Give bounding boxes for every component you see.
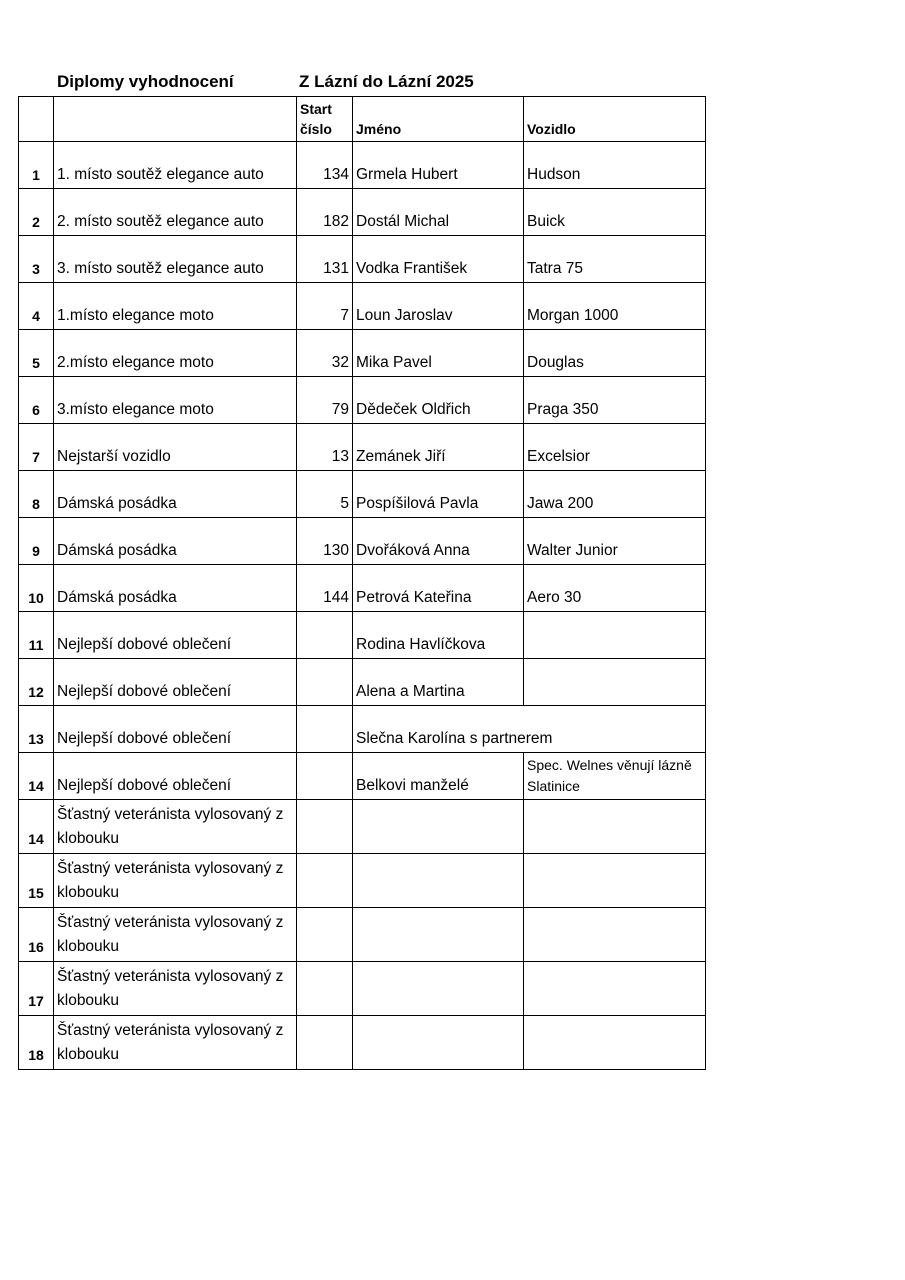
row-number: 12 <box>19 659 54 706</box>
row-name: Mika Pavel <box>353 330 524 377</box>
event-title: Z Lázní do Lázní 2025 <box>299 72 474 91</box>
table-row <box>19 142 706 189</box>
header-row <box>19 97 706 142</box>
row-vehicle <box>524 753 706 800</box>
row-category: Nejlepší dobové oblečení <box>54 612 297 659</box>
row-category: 2.místo elegance moto <box>54 330 297 377</box>
row-start-number <box>297 854 353 908</box>
row-category: Šťastný veteránista vylosovaný z klobouku <box>54 908 297 962</box>
row-start-number: 130 <box>297 518 353 565</box>
header-name: Jméno <box>353 97 524 142</box>
row-number: 10 <box>19 565 54 612</box>
row-name <box>353 800 524 854</box>
row-category: Nejstarší vozidlo <box>54 424 297 471</box>
row-name: Dvořáková Anna <box>353 518 524 565</box>
row-vehicle <box>524 612 706 659</box>
header-category <box>54 97 297 142</box>
row-start-number <box>297 753 353 800</box>
row-start-number: 131 <box>297 236 353 283</box>
row-number: 13 <box>19 706 54 753</box>
row-category: Dámská posádka <box>54 518 297 565</box>
row-vehicle: Douglas <box>524 330 706 377</box>
row-category: Nejlepší dobové oblečení <box>54 753 297 800</box>
row-name: Belkovi manželé <box>353 753 524 800</box>
row-number: 7 <box>19 424 54 471</box>
table-row <box>19 283 706 330</box>
row-vehicle: Aero 30 <box>524 565 706 612</box>
table-row <box>19 189 706 236</box>
row-start-number: 144 <box>297 565 353 612</box>
row-vehicle: Jawa 200 <box>524 471 706 518</box>
header-vehicle: Vozidlo <box>524 97 706 142</box>
row-category: 3.místo elegance moto <box>54 377 297 424</box>
table-row <box>19 1016 706 1070</box>
row-start-number <box>297 612 353 659</box>
row-category: Šťastný veteránista vylosovaný z klobouku <box>54 854 297 908</box>
row-vehicle: Hudson <box>524 142 706 189</box>
row-name: Dědeček Oldřich <box>353 377 524 424</box>
row-category: Šťastný veteránista vylosovaný z klobouku <box>54 1016 297 1070</box>
row-name: Rodina Havlíčkova <box>353 612 524 659</box>
row-category: Nejlepší dobové oblečení <box>54 659 297 706</box>
row-name: Petrová Kateřina <box>353 565 524 612</box>
diploma-table <box>18 96 706 1070</box>
row-name: Loun Jaroslav <box>353 283 524 330</box>
row-name <box>353 962 524 1016</box>
row-number: 14 <box>19 800 54 854</box>
table-row <box>19 330 706 377</box>
row-start-number: 134 <box>297 142 353 189</box>
row-vehicle: Excelsior <box>524 424 706 471</box>
row-category: 1. místo soutěž elegance auto <box>54 142 297 189</box>
table-row <box>19 962 706 1016</box>
row-number: 6 <box>19 377 54 424</box>
row-vehicle: Morgan 1000 <box>524 283 706 330</box>
row-name: Zemánek Jiří <box>353 424 524 471</box>
row-start-number: 32 <box>297 330 353 377</box>
row-name: Slečna Karolína s partnerem <box>353 706 706 753</box>
row-category: Nejlepší dobové oblečení <box>54 706 297 753</box>
row-name: Grmela Hubert <box>353 142 524 189</box>
row-start-number: 7 <box>297 283 353 330</box>
row-number: 8 <box>19 471 54 518</box>
table-row <box>19 659 706 706</box>
row-name: Vodka František <box>353 236 524 283</box>
row-name: Pospíšilová Pavla <box>353 471 524 518</box>
row-vehicle <box>524 908 706 962</box>
row-category: 2. místo soutěž elegance auto <box>54 189 297 236</box>
table-row <box>19 908 706 962</box>
row-start-number <box>297 706 353 753</box>
row-number: 9 <box>19 518 54 565</box>
row-number: 4 <box>19 283 54 330</box>
row-vehicle <box>524 1016 706 1070</box>
row-category: Šťastný veteránista vylosovaný z klobouku <box>54 800 297 854</box>
row-start-number <box>297 659 353 706</box>
row-start-number <box>297 1016 353 1070</box>
row-vehicle <box>524 800 706 854</box>
row-name <box>353 908 524 962</box>
row-category: 1.místo elegance moto <box>54 283 297 330</box>
row-vehicle: Buick <box>524 189 706 236</box>
table-row <box>19 236 706 283</box>
table-row <box>19 377 706 424</box>
row-vehicle-line2: Slatinice <box>527 778 580 794</box>
table-row <box>19 565 706 612</box>
table-row <box>19 800 706 854</box>
row-number: 3 <box>19 236 54 283</box>
header-start <box>297 97 353 142</box>
row-category: Dámská posádka <box>54 471 297 518</box>
row-start-number: 182 <box>297 189 353 236</box>
row-number: 15 <box>19 854 54 908</box>
row-vehicle <box>524 854 706 908</box>
row-number: 2 <box>19 189 54 236</box>
row-number: 16 <box>19 908 54 962</box>
row-start-number: 5 <box>297 471 353 518</box>
row-name: Dostál Michal <box>353 189 524 236</box>
table-row <box>19 854 706 908</box>
row-number: 5 <box>19 330 54 377</box>
row-vehicle <box>524 659 706 706</box>
row-category: Šťastný veteránista vylosovaný z klobouku <box>54 962 297 1016</box>
row-vehicle: Walter Junior <box>524 518 706 565</box>
row-category: 3. místo soutěž elegance auto <box>54 236 297 283</box>
row-number: 17 <box>19 962 54 1016</box>
table-row <box>19 424 706 471</box>
table-row <box>19 706 706 753</box>
document-title: Diplomy vyhodnocení <box>57 72 234 91</box>
row-number: 18 <box>19 1016 54 1070</box>
header-start-line2: číslo <box>300 121 332 137</box>
row-name <box>353 1016 524 1070</box>
row-name <box>353 854 524 908</box>
row-start-number <box>297 908 353 962</box>
row-start-number <box>297 962 353 1016</box>
row-start-number: 79 <box>297 377 353 424</box>
row-category: Dámská posádka <box>54 565 297 612</box>
row-number: 14 <box>19 753 54 800</box>
row-vehicle: Praga 350 <box>524 377 706 424</box>
row-name: Alena a Martina <box>353 659 524 706</box>
header-start-line1: Start <box>300 101 332 117</box>
row-number: 11 <box>19 612 54 659</box>
row-vehicle-line1: Spec. Welnes věnují lázně <box>527 757 692 773</box>
table-row <box>19 518 706 565</box>
row-vehicle: Tatra 75 <box>524 236 706 283</box>
header-num <box>19 97 54 142</box>
row-start-number: 13 <box>297 424 353 471</box>
table-row <box>19 471 706 518</box>
table-row <box>19 753 706 800</box>
table-row <box>19 612 706 659</box>
row-vehicle <box>524 962 706 1016</box>
row-start-number <box>297 800 353 854</box>
row-number: 1 <box>19 142 54 189</box>
